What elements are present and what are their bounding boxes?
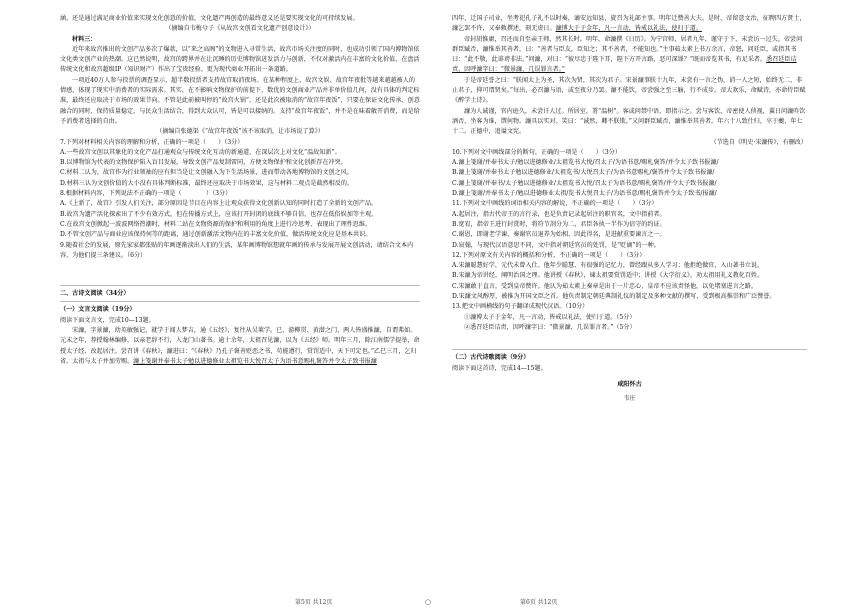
question-11: 11.下列对文中画线的词语相关内容的解说，不正确的一项是（ ）（3分） [452, 200, 658, 208]
question-9: 9.随着社会的发展，原先家家都张贴的年画逐渐淡出人们的生活，某年画博物馆想就年画的传承与发展开展文创活动，请结合文本内容，为他们提三条建议。（6分） [60, 241, 414, 259]
source-note: （节选自《明史·宋濂传》，有删改） [710, 138, 807, 146]
left-column [60, 14, 420, 367]
answer-space [452, 333, 807, 347]
question-7: 7.下列对材料相关内容的理解和分析，正确的一项是（ ）（3分） [60, 138, 244, 146]
subsection-heading: （二）古代诗歌阅读（9分） [452, 354, 530, 362]
option: D.材料三认为文创价值的大小没有具体判断标准，最终还应取决于市场效果，这与材料二观点是截然相反的。 [60, 179, 354, 187]
underlined-sentence: 悉召廷臣诘责，因呼濂字曰：“微景濂，几误罪言者。” [452, 56, 797, 74]
question-12: 12.下列对原文有关内容的概括和分析，不正确的一项是（ ）（3分） [452, 251, 646, 259]
option: B.宋濂为帝讲经，阐明治国之理。他讲授《春秋》，谏太祖要赏罚适中；讲授《大学衍义》，劝太祖用礼义教化百姓。 [452, 272, 764, 280]
right-column [452, 14, 807, 406]
divider [60, 301, 420, 302]
option: B.故宫为遗产活化探索出了不少有效方式，但在传播方式上，应该打开封闭的底线不够自信，也存在低俗娱加等主观。 [60, 210, 378, 218]
source-note: （摘编自韦梅兮子《从故宫文创看文化遗产创意设计》） [165, 25, 315, 33]
paragraph: 一项近40万人参与投票的调查显示，超半数投票者支持故宫取消夜场。在某种程度上，故宫文娱、故宫年夜批等越来越越被人的情感，体现了现实中消费者的实际需求。其实，在不影响文物保护的前提下，数优的文创商业产品并非单价值几何，没有具体的判定标准，最终还应取决于市场的效果节向。不管是此前被叫停的“故宫火锅”，还是此次被取消的“故宫年夜饭”，只要在保证文化传承、创意融合的同时，保持质量稳定，与民众生活结合，得到大众认可，皆是可以接纳的。支持“故宫年夜饭”，并不是在味着敞开消费，而是给予消费者选择的自由。 [60, 76, 420, 125]
option: D.宋濂文风醇厚，被推为开国文臣之首。他负责制定朝廷典制礼仪的制定及多种文献的撰写，受到极高推崇和广泛赞誉。 [452, 293, 776, 301]
classical-passage [60, 326, 420, 367]
option: A.一些故宫文创以其象化的文化产品打通观众与传统文化互动的新通道，在深层次上对文化“温故知新”。 [60, 148, 341, 156]
section-heading: 二、古诗文阅读（34分） [60, 290, 130, 298]
option: C.材料二认为，故宫作为行业领袖的应有担当是让文创融入为下生活场景，进而带动各地博物馆的文创之风。 [60, 169, 353, 177]
option: C.濂上笺谢/并奉书/太子勉以进德修业/太祖览书大悦/召太子为语书意/赐札褒答/并令太子致书报濂/ [452, 179, 717, 187]
passage-text: 于是帝廷誉之曰：“朕闻太上为圣，其次为贤，其次为君子。宋景濂事朕十九年，未尝有一言之伪，诮一人之短，始终无二，非止君子，抑可谓贤矣。”每出，必召濂与语，或至夜分乃罢。濂不能饮，帝尝强之至三觞，行不成步。帝大欢乐，命赋诗，亦命侍臣赋《醉学士诗》。 [452, 76, 806, 105]
question-8: 8.根据材料内容，下列说法不正确的一项是（ ）（3分） [60, 190, 232, 198]
subquestion: ①濂博太子于金年，凡一言动，皆戒以礼法，使归于道。（5分） [464, 313, 636, 321]
paragraph: 涵，还是通过满足商业价值来实现文化创意的价值，文化遗产再创造的最终意义还是要实现文化的可持续发展。 [60, 15, 359, 22]
underlined-sentence: 濂博大于于金年，凡一言动，皆戒以礼法，使归于道。 [555, 25, 702, 33]
passage-text: 四年，迁国子司业，坐考祀孔子礼不以时奏，谪安远知县，旋召为礼部主事。明年迁赞善大夫。是时，帝留意文治，征聘四方贤士，濂乞罢不许，又奉敕撰述，刻无虚日。 [452, 15, 806, 33]
question-10: 10.下列对文中画线部分的断句，正确的一项是（ ）（3分） [452, 148, 621, 156]
binding-mark-icon: ○ [425, 598, 432, 606]
passage-text [452, 35, 807, 76]
source-note: （摘编自张德渠《“故宫年夜饭”该不该取消，让市场说了算》） [156, 128, 324, 136]
poem-author: 韦庄 [623, 394, 636, 402]
option: A.宋濂聪慧好学，元代未曾入仕。他年少聪慧，有很强的记忆力，曾经跟从多人学习；他拒绝做官，入山著书立说。 [452, 262, 764, 270]
material-heading: 材料三： [72, 35, 97, 43]
divider [452, 349, 807, 350]
option: A.起居注，指古代帝王的言行录，也是负责记录起居注的职官名，文中指前者。 [452, 210, 666, 218]
option: B.以博物馆为代表的文物保护陷入盲目发展，导致文创产品复制雷同，方便文物保护和文化创新存在冲突。 [60, 159, 347, 167]
divider [60, 285, 420, 286]
reading-instruction: 阅读下面文言文，完成10—13题。 [60, 316, 155, 324]
page-number-right: 第6页 共12页 [520, 599, 558, 606]
option: D.宸翰，与现代汉语意思不同，文中指对朝廷官员的处罚，是“贬谪”的一种。 [452, 241, 660, 249]
option: C.谢恩，即谢老学谏，奏谢官员退养为始相，因此得名，是进献重要谏言之一。 [452, 231, 666, 239]
underlined-sentence: 濂上笺谢并奉书太子勉以进德修业太祖览书大悦召太子为语书意赐札褒答并令太子致书报濂 [133, 357, 377, 365]
passage-text: 濂为人诚谨，官内庭久，未尝讦人过。所居室，署“温树”。客或问禁中语，即指示之。尝与客饮，帝密使人侦视，翼日问濂昨饮酒否，坐客为谁，馔何物。濂具以实对。笑曰：“诚然，卿不朕欺。”又问群臣臧否，濂惟举其善者。年六十八致仕归，卒于夔，年七十二。正德中，追谥文宪。 [452, 107, 806, 136]
option: A.《上新了，故宫》引发人们关注，部分原因是节目在内容上让观众获得文化创新认知的同时打造了全新的文创产品。 [60, 200, 378, 208]
option: C.宋濂敢于直言，受到皇帝赞许。他认为茹太素上奏章是出于一片忠心，皇帝不应该责怪他，以免堵塞进言之路。 [452, 282, 757, 290]
poem-title: 咸阳怀古 [617, 380, 642, 388]
paragraph: 近年来故宫推出的文创产品多次了爆款，以“来之高阁”的文物进入寻常生活，故宫市场关注度的同时，也成功引领了国内博物馆依文化类文创产业的热潮。这已然说明，故宫的跨界并在让沉睡的历史博物馆迸发活力与创新，不仅对激活内在丰富的文化价值，在盘活传统文化和故宫超级IP（知识财产）作出了宝贵经验。更为现代商业开拓出一条道路。 [60, 45, 420, 74]
poem [452, 378, 807, 406]
option: A.濂上笺谢/并奉书太子/勉以进德修业/太祖览书大悦/召太子/为语书意/赐札褒答/并令太子致书报濂/ [452, 159, 719, 167]
option: C.在故宫文创掀起一波波网络热潮时，材料二站在文物资源的保护和利用的角度上进行冷思考，表现出了理性思维。 [60, 220, 372, 228]
option: B.宽宥，指帝王进行封赏时，将符节剖分为二，君臣各执一半作为信守的约证。 [452, 220, 666, 228]
question-13: 13.把文中画横线的句子翻译成现代汉语。（10分） [452, 303, 589, 311]
passage-text: 帝封胡惟庸，召还而自至亲王师，然其长时。明年，命濂撰《日历》。为宁宫师，居者九年，谨守于下，未尝访一过失。帝尝问群臣臧否，濂惟举其善者，曰：“善者与臣友，臣知之；其不善者，不能知也。”主事茹太素上书万余言，帝怒，问廷臣，或指其书曰：“此不敬，此诽谤非法。”问濂，对曰：“彼尽忠于陛下耳，陛下方开言路，恶可深罪？”既而帝览其书，有足采者。 [452, 35, 803, 64]
option: B.濂上笺谢/并奉书太子勉以进德修业/太祖览书/大悦召太子/为语书意赐札/褒答并令太子致书报濂/ [452, 169, 715, 177]
answer-space [60, 261, 420, 283]
subquestion: ②悉召廷臣诘责，因呼濂字曰：“微景濂，几误罪言者。”（5分） [464, 323, 636, 331]
reading-instruction: 阅读下面这首诗，完成14—15题。 [452, 364, 547, 372]
subsection-heading: （一）文言文阅读（19分） [60, 306, 136, 314]
passage-text [452, 14, 807, 35]
option: D.濂上笺谢/并奉书太子/勉以进德修业太祖/览书大悦召太子/为语书意/赐札褒答并令太子致书/报濂/ [452, 190, 717, 198]
page-number-left: 第5页 共12页 [295, 599, 333, 606]
passage-text: 宋濂，字景濂，幼英敏强记，就学于闻人梦吉，通《五经》，复往从吴莱学。已，游柳贯、黄潜之门，两人皆盛推濂，自谓弗如。元末之年，荐授翰林编修，以亲老辞不行，入龙门山著书。逾十余年，太祖召见濂，以为《五经》师。明年三月，除江南儒学提举，命授太子经，改起居注。尝召讲《春秋》，濂进曰：“《春秋》乃孔子褒善贬恶之书，苟能遵行，赏罚适中，天下可定也。”乙巳三月，乞归省。太祖与太子并加劳赐。 [60, 327, 420, 365]
option: D.不管文创产品与商业应该保持何等的距离，通过创新激活文物内在的丰富文化价值，做活传统文化应是基本共识。 [60, 231, 372, 239]
